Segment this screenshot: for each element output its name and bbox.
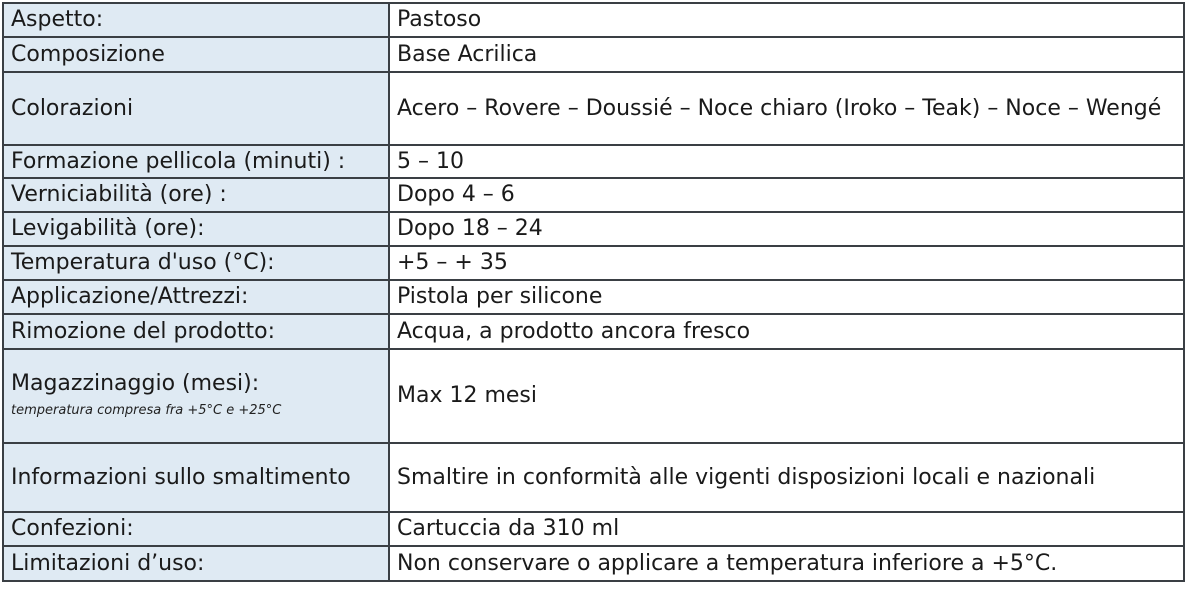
row-label: Formazione pellicola (minuti) :	[3, 145, 389, 178]
row-value: Dopo 18 – 24	[389, 212, 1184, 246]
row-label: Composizione	[3, 37, 389, 72]
row-label: Verniciabilità (ore) :	[3, 178, 389, 212]
row-value: Non conservare o applicare a temperatura inferiore a +5°C.	[389, 546, 1184, 581]
table-row	[3, 37, 1184, 72]
row-label: Levigabilità (ore):	[3, 212, 389, 246]
row-label: Applicazione/Attrezzi:	[3, 280, 389, 314]
spec-table	[2, 2, 1185, 582]
row-label: Rimozione del prodotto:	[3, 314, 389, 349]
row-value: Max 12 mesi	[389, 349, 1184, 443]
table-row	[3, 3, 1184, 37]
table-row	[3, 280, 1184, 314]
row-value: Cartuccia da 310 ml	[389, 512, 1184, 546]
row-label	[3, 349, 389, 443]
row-label-note: temperatura compresa fra +5°C e +25°C	[11, 403, 282, 418]
row-value: Pistola per silicone	[389, 280, 1184, 314]
table-row	[3, 212, 1184, 246]
table-row	[3, 72, 1184, 145]
row-label: Temperatura d'uso (°C):	[3, 246, 389, 280]
row-value: +5 – + 35	[389, 246, 1184, 280]
row-value: 5 – 10	[389, 145, 1184, 178]
table-row	[3, 546, 1184, 581]
table-row	[3, 512, 1184, 546]
product-spec-sheet	[2, 2, 1185, 582]
row-label: Colorazioni	[3, 72, 389, 145]
row-value: Smaltire in conformità alle vigenti disposizioni locali e nazionali	[389, 443, 1184, 512]
table-row	[3, 349, 1184, 443]
table-row	[3, 178, 1184, 212]
row-value: Pastoso	[389, 3, 1184, 37]
row-label: Aspetto:	[3, 3, 389, 37]
row-label: Limitazioni d’uso:	[3, 546, 389, 581]
table-row	[3, 443, 1184, 512]
row-value: Base Acrilica	[389, 37, 1184, 72]
table-row	[3, 145, 1184, 178]
row-label: Informazioni sullo smaltimento	[3, 443, 389, 512]
row-value	[389, 72, 1184, 145]
row-value-text: Acero – Rovere – Doussié – Noce chiaro (Iroko – Teak) – Noce – Wengé	[397, 95, 1162, 121]
row-value: Dopo 4 – 6	[389, 178, 1184, 212]
row-value: Acqua, a prodotto ancora fresco	[389, 314, 1184, 349]
row-label: Confezioni:	[3, 512, 389, 546]
table-row	[3, 246, 1184, 280]
row-label-text: Magazzinaggio (mesi):	[11, 371, 260, 396]
table-row	[3, 314, 1184, 349]
